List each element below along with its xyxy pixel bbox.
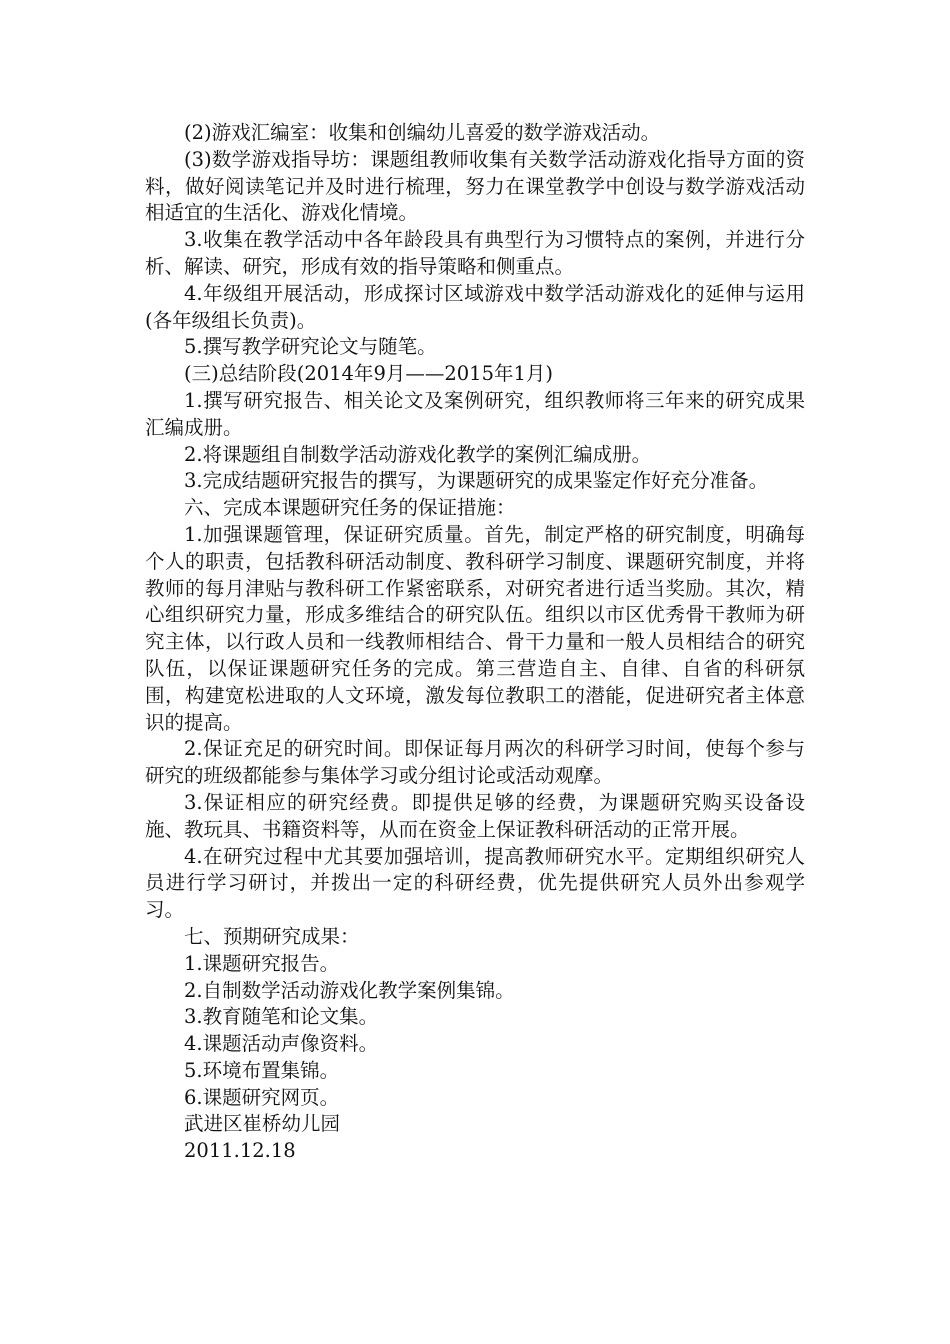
paragraph-write-papers: 5.撰写教学研究论文与随笔。 (184, 335, 437, 359)
result-item-essays: 3.教育随笔和论文集。 (184, 1005, 379, 1029)
paragraph-grade-activities: 4.年级组开展活动，形成探讨区域游戏中数学活动游戏化的延伸与运用(各年级组长负责)。 (145, 281, 805, 332)
signature-organization: 武进区崔桥幼儿园 (184, 1112, 341, 1136)
heading-expected-results: 七、预期研究成果： (184, 924, 360, 948)
paragraph-training: 4.在研究过程中尤其要加强培训，提高教师研究水平。定期组织研究人员进行学习研讨，并拨出一定的科研经费，优先提供研究人员外出参观学习。 (145, 844, 805, 922)
result-item-report: 1.课题研究报告。 (184, 951, 340, 975)
result-item-environment: 5.环境布置集锦。 (184, 1058, 340, 1082)
document-body (145, 120, 805, 1165)
result-item-webpage: 6.课题研究网页。 (184, 1085, 340, 1109)
paragraph-compile-cases: 2.将课题组自制数学活动游戏化教学的案例汇编成册。 (184, 442, 652, 466)
paragraph-math-game-guidance: (3)数学游戏指导坊：课题组教师收集有关数学活动游戏化指导方面的资料，做好阅读笔记并及时进行梳理，努力在课堂教学中创设与数学游戏活动相适宜的生活化、游戏化情境。 (145, 147, 805, 225)
paragraph-research-report: 1.撰写研究报告、相关论文及案例研究，组织教师将三年来的研究成果汇编成册。 (145, 388, 805, 439)
result-item-case-collection: 2.自制数学活动游戏化教学案例集锦。 (184, 978, 515, 1002)
signature-date: 2011.12.18 (184, 1139, 296, 1163)
paragraph-collect-cases: 3.收集在教学活动中各年龄段具有典型行为习惯特点的案例，并进行分析、解读、研究，形成有效的指导策略和侧重点。 (145, 228, 805, 278)
paragraph-research-funding: 3.保证相应的研究经费。即提供足够的经费，为课题研究购买设备设施、教玩具、书籍资料等，从而在资金上保证教科研活动的正常开展。 (145, 790, 805, 841)
paragraph-research-time: 2.保证充足的研究时间。即保证每月两次的科研学习时间，使每个参与研究的班级都能参与集体学习或分组讨论或活动观摩。 (145, 737, 805, 788)
paragraph-final-report: 3.完成结题研究报告的撰写，为课题研究的成果鉴定作好充分准备。 (184, 469, 769, 493)
paragraph-game-compilation-room: (2)游戏汇编室：收集和创编幼儿喜爱的数学游戏活动。 (184, 121, 661, 144)
heading-summary-stage: (三)总结阶段(2014年9月——2015年1月) (184, 362, 553, 386)
result-item-audiovisual: 4.课题活动声像资料。 (184, 1032, 379, 1056)
heading-guarantee-measures: 六、完成本课题研究任务的保证措施： (184, 496, 516, 520)
paragraph-management: 1.加强课题管理，保证研究质量。首先，制定严格的研究制度，明确每个人的职责，包括教科研活动制度、教科研学习制度、课题研究制度，并将教师的每月津贴与教科研工作紧密联系，对研究者进行适当奖励。其次，精心组织研究力量，形成多维结合的研究队伍。组织以市区优秀骨干教师为研究主体，以行政人员和一线教师相结合、骨干力量和一般人员相结合的研究队伍，以保证课题研究任务的完成。第三营造自主、自律、自省的科研氛围，构建宽松进取的人文环境，激发每位教职工的潜能，促进研究者主体意识的提高。 (145, 522, 805, 734)
